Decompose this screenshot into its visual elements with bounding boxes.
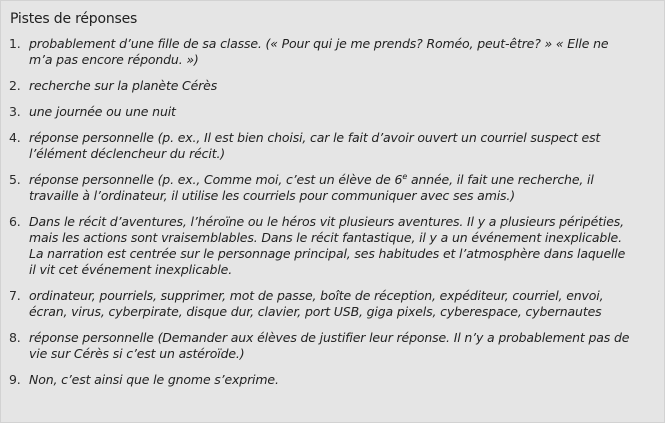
item-text: une journée ou une nuit bbox=[29, 104, 176, 119]
item-text bbox=[29, 172, 659, 204]
item-number: 7. bbox=[9, 288, 21, 303]
list-item bbox=[9, 78, 659, 94]
item-text-part: réponse personnelle (p. ex., Comme moi, c’est un élève de 6 bbox=[29, 172, 403, 187]
item-number: 6. bbox=[9, 214, 21, 229]
item-text: Non, c’est ainsi que le gnome s’exprime. bbox=[29, 372, 279, 387]
item-text: réponse personnelle (Demander aux élèves de justifier leur réponse. Il n’y a probablement pas de vie sur Cérès si c’est un astéroïde.) bbox=[29, 330, 630, 361]
list-item bbox=[9, 104, 659, 120]
item-text: recherche sur la planète Cérès bbox=[29, 78, 218, 93]
list-item bbox=[9, 288, 659, 320]
item-text-part: année, il fait une recherche, il travaille à l’ordinateur, il utilise les courriels pour communiquer avec ses amis.) bbox=[29, 172, 594, 203]
item-text: Dans le récit d’aventures, l’héroïne ou le héros vit plusieurs aventures. Il y a plusieurs péripéties, mais les actions sont vraisemblables. Dans le récit fantastique, il y a un événement inexplicable. La narration est centrée sur le personnage principal, ses habitudes et l’atmosphère dans laquelle il vit cet événement inexplicable. bbox=[29, 214, 626, 277]
item-number: 3. bbox=[9, 104, 21, 119]
list-item bbox=[9, 36, 659, 68]
item-number: 5. bbox=[9, 172, 21, 187]
item-text: réponse personnelle (p. ex., Il est bien choisi, car le fait d’avoir ouvert un courriel suspect est l’élément déclencheur du récit.) bbox=[29, 130, 601, 161]
list-item bbox=[9, 372, 659, 388]
item-number: 8. bbox=[9, 330, 21, 345]
item-text: probablement d’une fille de sa classe. (« Pour qui je me prends? Roméo, peut-être? » « Elle ne m’a pas encore répondu. ») bbox=[29, 36, 609, 67]
list-item bbox=[9, 172, 659, 204]
item-text: ordinateur, pourriels, supprimer, mot de passe, boîte de réception, expéditeur, courriel, envoi, écran, virus, cyberpirate, disque dur, clavier, port USB, giga pixels, cyberespace, cybernautes bbox=[29, 288, 604, 319]
list-item bbox=[9, 130, 659, 162]
list-item bbox=[9, 214, 659, 278]
item-number: 1. bbox=[9, 36, 21, 51]
superscript: e bbox=[402, 171, 408, 181]
item-number: 2. bbox=[9, 78, 21, 93]
item-number: 9. bbox=[9, 372, 21, 387]
answer-list bbox=[9, 36, 659, 398]
item-number: 4. bbox=[9, 130, 21, 145]
section-title: Pistes de réponses bbox=[10, 11, 138, 27]
list-item bbox=[9, 330, 659, 362]
